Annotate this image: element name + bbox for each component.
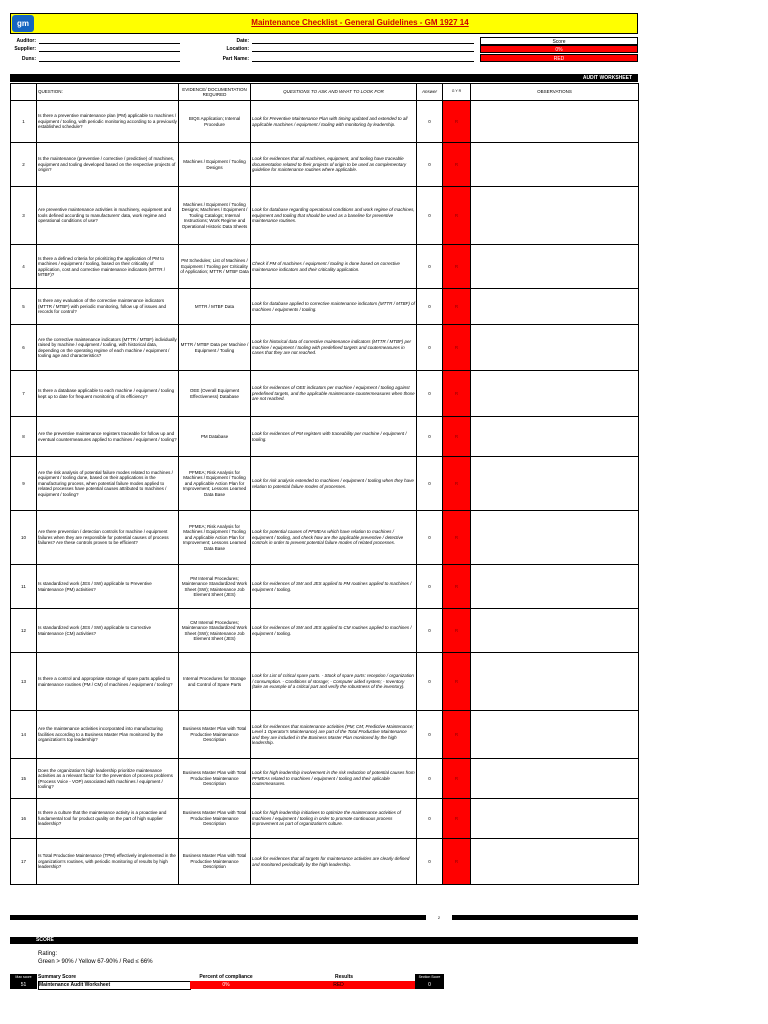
evidence-text: PM Schedules; List of Machines / Equipment / Tooling per Criticality of Application; MTTR / MTBF Data <box>179 245 251 289</box>
col-gyr: G Y R <box>443 84 471 101</box>
evidence-text: Business Master Plan with Total Productive Maintenance Description <box>179 711 251 759</box>
look-for-text: Look for high leadership involvement in the risk reduction of potential causes from PFMEAs related to machines / equipment / tooling and their aplicable coutermeasures. <box>251 759 417 799</box>
look-for-text: Look for evidences of SW and JES applied to PM routines applied to machines / equipment / tooling. <box>251 565 417 609</box>
evidence-text: PFMEA; Risk Analysis for Machines / Equipment / Tooling and Applicable Action Plan for Improvement; Lessons Learned Data Base <box>179 457 251 511</box>
evidence-text: Internal Procedures for Storage and Control of Spare Parts <box>179 653 251 711</box>
row-number: 7 <box>11 371 37 417</box>
col-observations: OBSERVATIONS <box>471 84 639 101</box>
results-value: RED <box>262 981 415 989</box>
gyr-status-cell: R <box>443 711 471 759</box>
section-score-header: Section Score <box>415 974 444 981</box>
date-label: Date: <box>236 38 249 44</box>
col-question: QUESTION: <box>37 84 179 101</box>
look-for-text: Look for List of critical spare parts. - Stock of spare parts: reception / organization / consumption. - Conditions of storage; - Computer aided system; - Inventory (take an example of a critical part and verify the robustness of the inventory). <box>251 653 417 711</box>
rating-text: Green > 90% / Yellow 67-90% / Red ≤ 66% <box>38 959 153 965</box>
evidence-text: Machines / Equipment / Tooling Designs; Machines / Equipment / Tooling Catalogs; Internal Instructions; Work Regime and Operational Historic Data Sheets <box>179 187 251 245</box>
rating-label: Rating: <box>38 951 58 957</box>
auditor-field[interactable] <box>39 43 180 44</box>
gyr-status-cell: R <box>443 371 471 417</box>
gyr-status-cell: R <box>443 565 471 609</box>
table-row <box>11 759 639 799</box>
question-text: Are the risk analysis of potential failure modes related to machines / equipment / tooling done, based on their applications in the manufacturing process, when potential failure modes applied to related processes have potential causes attributed to machines / equipment / tooling? <box>37 457 179 511</box>
table-row <box>11 839 639 885</box>
date-field[interactable] <box>252 43 474 44</box>
evidence-text: Business Master Plan with Total Productive Maintenance Description <box>179 839 251 885</box>
evidence-text: BIQS Application; Internal Procedure <box>179 101 251 143</box>
row-number: 12 <box>11 609 37 653</box>
question-text: Are there prevention / detection controls for machine / equipment failures when they are responsible for potential causes of process failures? Are these controls proven to be efficient? <box>37 511 179 565</box>
gyr-status-cell: R <box>443 187 471 245</box>
look-for-text: Look for evidences that all machines, equipment, and tooling have traceable documentation related to their projects of origin to be used as complementary guideline for maintenance routines where applicable. <box>251 143 417 187</box>
look-for-text: Look for Preventive Maintenance Plan with timing updated and extended to all applicable machines / equipment / tooling with monitoring by leadership. <box>251 101 417 143</box>
summary-score-header: Summary Score <box>38 974 77 980</box>
question-text: Are the preventive maintenance registers traceable for follow up and eventual countermeasures applied to machines / equipment / tooling? <box>37 417 179 457</box>
evidence-text: PFMEA; Risk Analysis for Machines / Equipment / Tooling and Applicable Action Plan for Improvement; Lessons Learned Data Base <box>179 511 251 565</box>
answer-cell[interactable]: 0 <box>417 511 443 565</box>
question-text: Are the corrective maintenance indicators (MTTR / MTBF) individually raised by machine / equipment / tooling, with historical data, depending on the operating regime of each machine / equipment / tooling age and characteristics? <box>37 325 179 371</box>
worksheet-footer-bar <box>10 915 638 920</box>
evidence-text: PM Database <box>179 417 251 457</box>
row-number: 15 <box>11 759 37 799</box>
observations-cell[interactable] <box>471 101 639 143</box>
table-row <box>11 245 639 289</box>
supplier-field[interactable] <box>39 51 180 52</box>
percent-header: Percent of compliance <box>199 974 253 980</box>
score-section-bar <box>10 937 638 944</box>
table-row <box>11 457 639 511</box>
section-score-value: 0 <box>415 981 444 989</box>
answer-cell[interactable]: 0 <box>417 609 443 653</box>
part-name-field[interactable] <box>252 61 474 62</box>
question-text: Is Total Productive Maintenance (TPM) effectively implemented in the organization's routines, with periodic monitoring of results by high leadership? <box>37 839 179 885</box>
row-number: 14 <box>11 711 37 759</box>
evidence-text: PM Internal Procedures; Maintenance Standardized Work Sheet (SW); Maintenance Job Element Sheet (JES) <box>179 565 251 609</box>
look-for-text: Look for database regarding operational conditions and work regime of machines, equipment and tooling that should be used as a baseline for preventive maintenance routines. <box>251 187 417 245</box>
answer-cell[interactable]: 0 <box>417 759 443 799</box>
evidence-text: CM Internal Procedures; Maintenance Standardized Work Sheet (SW); Maintenance Job Element Sheet (JES) <box>179 609 251 653</box>
evidence-text: Business Master Plan with Total Productive Maintenance Description <box>179 799 251 839</box>
gyr-status-cell: R <box>443 839 471 885</box>
table-row <box>11 609 639 653</box>
answer-cell[interactable]: 0 <box>417 325 443 371</box>
table-row <box>11 289 639 325</box>
duns-field[interactable] <box>39 61 180 62</box>
evidence-text: Machines / Equipment / Tooling Designs <box>179 143 251 187</box>
observations-cell[interactable] <box>471 511 639 565</box>
table-row <box>11 511 639 565</box>
observations-cell[interactable] <box>471 417 639 457</box>
look-for-text: Look for evidences of SW and JES applied to CM routines applied to machines / equipment / tooling. <box>251 609 417 653</box>
summary-row <box>10 981 444 989</box>
question-text: Is there any evaluation of the corrective maintenance indicators (MTTR / MTBF) with periodic monitoring, follow up of issues and records for control? <box>37 289 179 325</box>
table-row <box>11 371 639 417</box>
row-number: 8 <box>11 417 37 457</box>
worksheet-total: 2 <box>426 915 452 920</box>
gyr-status-cell: R <box>443 143 471 187</box>
look-for-text: Look for high leadership initiatives to optimize the maintenance activities of machines / equipment / tooling in order to promote continuous process improvement as part of organization's culture. <box>251 799 417 839</box>
row-number: 3 <box>11 187 37 245</box>
row-number: 6 <box>11 325 37 371</box>
observations-cell[interactable] <box>471 371 639 417</box>
score-section-label: SCORE <box>36 937 54 943</box>
question-text: Is standardized work (JES / SW) applicable to Preventive Maintenance (PM) activities? <box>37 565 179 609</box>
table-row <box>11 187 639 245</box>
gyr-status-cell: R <box>443 799 471 839</box>
observations-cell[interactable] <box>471 839 639 885</box>
observations-cell[interactable] <box>471 289 639 325</box>
look-for-text: Check if PM of machines / equipment / tooling is done based on corrective maintenance indicators and their criticality application. <box>251 245 417 289</box>
gyr-status-cell: R <box>443 417 471 457</box>
observations-cell[interactable] <box>471 609 639 653</box>
answer-cell[interactable]: 0 <box>417 711 443 759</box>
table-row <box>11 417 639 457</box>
question-text: Is standardized work (JES / SW) applicable to Corrective Maintenance (CM) activities? <box>37 609 179 653</box>
look-for-text: Look for evidences that all targets for maintenance activities are clearly defined and monitored periodically by the high leadership. <box>251 839 417 885</box>
table-row <box>11 799 639 839</box>
look-for-text: Look for potential causes of PFMEAs which have relation to machines / equipment / tooling, and check how are the applicable preventive / detective controls in order to prevent potential failure modes of related processes. <box>251 511 417 565</box>
gyr-status-cell: R <box>443 759 471 799</box>
evidence-text: MTTR / MTBF Data per Machine / Equipment / Tooling <box>179 325 251 371</box>
page-title: Maintenance Checklist - General Guidelines - GM 1927 14 <box>251 18 469 27</box>
answer-cell[interactable]: 0 <box>417 839 443 885</box>
summary-header-row <box>10 974 444 981</box>
part-name-label: Part Name: <box>222 56 249 62</box>
question-text: Is the maintenance (preventive / corrective / predictive) of machines, equipment and tooling developed based on the respective projects of origin? <box>37 143 179 187</box>
max-score-header: Max score <box>10 974 37 981</box>
question-text: Is there a defined criteria for prioritizing the application of PM to machines / equipment / tooling, based on their criticality of application, cost and corrective maintenance indicators (MTTR / MTBF)? <box>37 245 179 289</box>
gyr-status-cell: R <box>443 511 471 565</box>
location-field[interactable] <box>252 51 474 52</box>
observations-cell[interactable] <box>471 565 639 609</box>
answer-cell[interactable]: 0 <box>417 187 443 245</box>
row-number: 17 <box>11 839 37 885</box>
table-row <box>11 565 639 609</box>
table-row <box>11 711 639 759</box>
look-for-text: Look for database applied to corrective maintenance indicators (MTTR / MTBF) of machines / equipments / tooling. <box>251 289 417 325</box>
answer-cell[interactable]: 0 <box>417 289 443 325</box>
row-number: 10 <box>11 511 37 565</box>
table-header-row <box>11 84 639 101</box>
table-row <box>11 101 639 143</box>
col-evidence: EVIDENCE/ DOCUMENTATION REQUIRED <box>179 84 251 101</box>
observations-cell[interactable] <box>471 245 639 289</box>
evidence-text: Business Master Plan with Total Productive Maintenance Description <box>179 759 251 799</box>
evidence-text: MTTR / MTBF Data <box>179 289 251 325</box>
audit-worksheet-label: AUDIT WORKSHEET <box>582 75 632 81</box>
observations-cell[interactable] <box>471 143 639 187</box>
answer-cell[interactable]: 0 <box>417 101 443 143</box>
evidence-text: OEE (Overall Equipment Effectiveness) Database <box>179 371 251 417</box>
question-text: Are the maintenance activities incorporated into manufacturing facilities according to a Business Master Plan monitored by the organization's top leadership? <box>37 711 179 759</box>
look-for-text: Look for risk analysis extended to machines / equipment / tooling when they have relation to potential failure modes of processes. <box>251 457 417 511</box>
gyr-status-cell: R <box>443 101 471 143</box>
look-for-text: Look for evidences of PM registers with traceability per machine / equipment / tooling. <box>251 417 417 457</box>
answer-cell[interactable]: 0 <box>417 417 443 457</box>
answer-cell[interactable]: 0 <box>417 653 443 711</box>
observations-cell[interactable] <box>471 799 639 839</box>
max-score-value: 51 <box>10 981 37 989</box>
score-status: RED <box>480 54 638 62</box>
supplier-label: Supplier: <box>14 46 36 52</box>
auditor-label: Auditor: <box>16 38 36 44</box>
row-number: 16 <box>11 799 37 839</box>
gyr-status-cell: R <box>443 245 471 289</box>
row-number: 11 <box>11 565 37 609</box>
row-number: 5 <box>11 289 37 325</box>
gyr-status-cell: R <box>443 609 471 653</box>
audit-worksheet-bar <box>10 74 638 82</box>
row-number: 1 <box>11 101 37 143</box>
score-header: Score <box>480 37 638 45</box>
question-text: Is there a preventive maintenance plan (PM) applicable to machines / equipment / tooling, with periodic monitoring according to a previously established schedule? <box>37 101 179 143</box>
col-look-for: QUESTIONS TO ASK AND WHAT TO LOOK FOR <box>251 84 417 101</box>
observations-cell[interactable] <box>471 711 639 759</box>
observations-cell[interactable] <box>471 653 639 711</box>
look-for-text: Look for evidences that maintenance activities (PM; CM; Predictive Maintenance; Level 1 Operator's Maintenance) are part of the Total Productive Maintenance and they are included in the Business Master Plan monitored by the high leadership. <box>251 711 417 759</box>
audit-worksheet-table <box>10 83 639 885</box>
results-header: Results <box>334 974 354 980</box>
observations-cell[interactable] <box>471 325 639 371</box>
row-number: 4 <box>11 245 37 289</box>
question-text: Is there a control and appropriate storage of spare parts applied to maintenance routines (PM / CM) of machines / equipment / tooling? <box>37 653 179 711</box>
duns-label: Duns: <box>21 56 36 62</box>
answer-cell[interactable]: 0 <box>417 565 443 609</box>
answer-cell[interactable]: 0 <box>417 799 443 839</box>
observations-cell[interactable] <box>471 457 639 511</box>
percent-value: 0% <box>190 981 262 989</box>
answer-cell[interactable]: 0 <box>417 245 443 289</box>
question-text: Is there a database applicable to each machine / equipment / tooling kept up to date for frequent monitoring of its efficiency? <box>37 371 179 417</box>
observations-cell[interactable] <box>471 187 639 245</box>
gyr-status-cell: R <box>443 289 471 325</box>
row-number: 9 <box>11 457 37 511</box>
question-text: Is there a culture that the maintenance activity is a proactive and fundamental tool for product quality on the part of high supplier leadership? <box>37 799 179 839</box>
look-for-text: Look for historical data of corrective maintenance indicators (MTTR / MTBF) per machine / equipment / tooling with predefined targets and coutermeasures in cases that they are not reached. <box>251 325 417 371</box>
location-label: Location: <box>226 46 249 52</box>
col-answer: Answer <box>417 84 443 101</box>
look-for-text: Look for evidences of OEE indicators per machine / equipment / tooling against predefined targets, and the applicable maintenance countermeasures when those are not reached. <box>251 371 417 417</box>
observations-cell[interactable] <box>471 759 639 799</box>
row-number: 13 <box>11 653 37 711</box>
table-row <box>11 143 639 187</box>
gm-logo: gm <box>12 15 34 32</box>
summary-score-value: Maintenance Audit Worksheet <box>38 981 191 990</box>
answer-cell[interactable]: 0 <box>417 371 443 417</box>
score-value: 0% <box>480 45 638 53</box>
col-number <box>11 84 37 101</box>
gyr-status-cell: R <box>443 325 471 371</box>
gyr-status-cell: R <box>443 457 471 511</box>
table-row <box>11 325 639 371</box>
row-number: 2 <box>11 143 37 187</box>
gyr-status-cell: R <box>443 653 471 711</box>
answer-cell[interactable]: 0 <box>417 143 443 187</box>
answer-cell[interactable]: 0 <box>417 457 443 511</box>
table-row <box>11 653 639 711</box>
question-text: Are preventive maintenance activities in machinery, equipment and tools defined according to manufacturers' data, work regime and operational conditions of use? <box>37 187 179 245</box>
question-text: Does the organization's high leadership prioritize maintenance activities as a relevant factor for the prevention of process problems (Process Voice - VOP) associated with machines / equipment / tooling? <box>37 759 179 799</box>
